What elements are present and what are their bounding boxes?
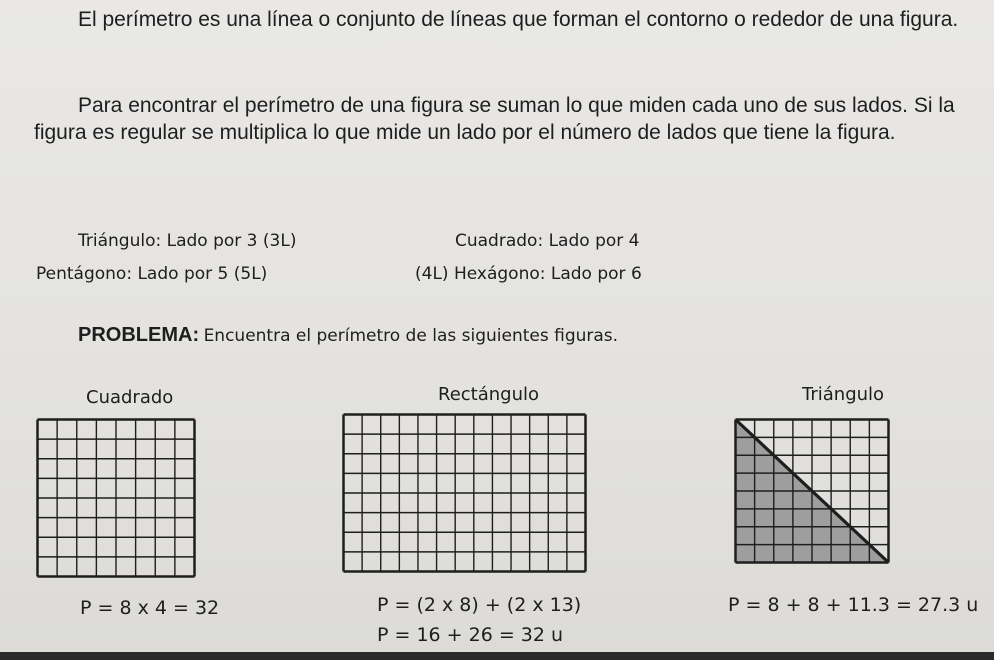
formula-cuadrado: P = 8 x 4 = 32 xyxy=(80,597,220,619)
intro-paragraph-1 xyxy=(34,6,964,33)
figure-title-cuadrado: Cuadrado xyxy=(86,387,174,408)
intro-paragraph-2 xyxy=(34,92,964,146)
intro-text-2: Para encontrar el perímetro de una figura se suman lo que miden cada uno de sus lados. Si la figura es regular se multiplica lo que mide un lado por el número de lados que tiene la figura. xyxy=(34,94,955,144)
triangle-grid xyxy=(734,418,890,564)
formula-rectangulo-1: P = (2 x 8) + (2 x 13) xyxy=(377,594,582,616)
intro-text-1: El perímetro es una línea o conjunto de líneas que forman el contorno o rededor de una figura. xyxy=(78,8,959,31)
problem-text: Encuentra el perímetro de las siguientes figuras. xyxy=(203,326,619,346)
rule-cuadrado: Cuadrado: Lado por 4 xyxy=(455,231,640,251)
problem-label: PROBLEMA: xyxy=(78,324,200,346)
rule-hexagono: (4L) Hexágono: Lado por 6 xyxy=(415,264,642,284)
rectangle-grid xyxy=(342,413,587,573)
figure-title-triangulo: Triángulo xyxy=(802,384,885,405)
rule-triangulo: Triángulo: Lado por 3 (3L) xyxy=(78,231,297,251)
formula-triangulo: P = 8 + 8 + 11.3 = 27.3 u xyxy=(728,594,979,616)
problem-statement xyxy=(78,324,618,347)
square-grid xyxy=(36,418,196,578)
figure-title-rectangulo: Rectángulo xyxy=(438,384,540,405)
formula-rectangulo-2: P = 16 + 26 = 32 u xyxy=(377,624,564,646)
rule-pentagono: Pentágono: Lado por 5 (5L) xyxy=(36,264,268,284)
page-bottom-edge xyxy=(0,652,994,660)
